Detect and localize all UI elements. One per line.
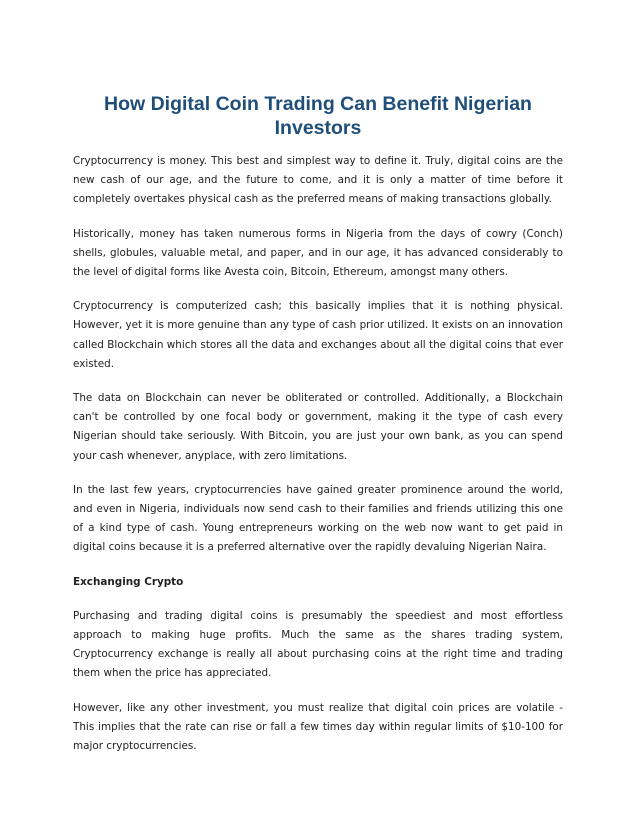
- paragraph-crypto-is-money: Cryptocurrency is money. This best and simplest way to define it. Truly, digital coins are the new cash of our age, and the future to come, and it is only a matter of time before it completely overtakes physical cash as the preferred means of making transactions globally.: [73, 155, 563, 206]
- paragraph-history-of-money: Historically, money has taken numerous forms in Nigeria from the days of cowry (Conch) shells, globules, valuable metal, and paper, and in our age, it has advanced considerably to the level of digital forms like Avesta coin, Bitcoin, Ethereum, amongst many others.: [73, 227, 563, 279]
- paragraph-recent-years: In the last few years, cryptocurrencies have gained greater prominence around the world, and even in Nigeria, individuals now send cash to their families and friends utilizing this one of a kind type of cash. Young entrepreneurs working on the web now want to get paid in digital coins because it is a preferred alternative over the rapidly devaluing Nigerian Naira.: [73, 483, 563, 554]
- document-title: How Digital Coin Trading Can Benefit Nigerian Investors: [104, 93, 532, 139]
- paragraph-blockchain-data: The data on Blockchain can never be obliterated or controlled. Additionally, a Blockchain can't be controlled by one focal body or government, making it the type of cash every Nigerian should take seriously. With Bitcoin, you are just your own bank, as you can spend your cash whenever, anyplace, with zero limitations.: [73, 392, 563, 462]
- document-page: [73, 92, 563, 771]
- paragraph-purchasing-trading: Purchasing and trading digital coins is presumably the speediest and most effortless approach to making huge profits. Much the same as the shares trading system, Cryptocurrency exchange is really all about purchasing coins at the right time and trading them when the price has appreciated.: [73, 609, 563, 680]
- paragraph-volatility: However, like any other investment, you must realize that digital coin prices are volatile - This implies that the rate can rise or fall a few times day within regular limits of $10-100 for major cryptocurrencies.: [73, 701, 563, 753]
- section-heading-exchanging-crypto: Exchanging Crypto: [73, 575, 184, 588]
- paragraph-computerized-cash: Cryptocurrency is computerized cash; this basically implies that it is nothing physical. However, yet it is more genuine than any type of cash prior utilized. It exists on an innovation called Blockchain which stores all the data and exchanges about all the digital coins that ever existed.: [73, 300, 563, 370]
